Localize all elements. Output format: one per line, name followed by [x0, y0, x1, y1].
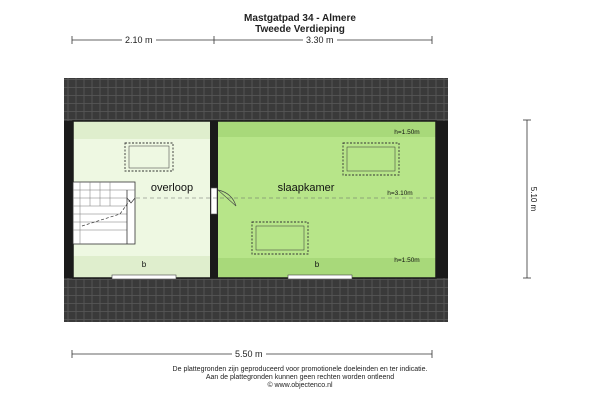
roof-bottom	[64, 278, 448, 322]
dimension-right-label: 5.10 m	[529, 186, 538, 212]
window-mark-right: b	[314, 260, 320, 269]
window-mark-left: b	[141, 260, 147, 269]
door-opening	[211, 188, 217, 214]
dimension-top-left: 2.10 m	[122, 35, 156, 45]
disclaimer-line-2: Aan de plattegronden kunnen geen rechten worden ontleend	[205, 374, 395, 381]
height-label-bottom: h=1.50m	[394, 257, 420, 264]
floor-title: Tweede Verdieping	[255, 24, 345, 35]
height-label-top: h=1.50m	[394, 129, 420, 136]
wall-left	[64, 121, 73, 278]
landing-low-top	[73, 121, 210, 139]
wall-right	[436, 121, 448, 278]
room-label-landing: overloop	[150, 182, 194, 194]
address-title: Mastgatpad 34 - Almere	[244, 13, 356, 24]
copyright-link[interactable]: © www.objectenco.nl	[267, 382, 333, 389]
dimension-bottom: 5.50 m	[232, 349, 266, 359]
staircase	[73, 182, 135, 244]
window-right	[288, 275, 352, 279]
disclaimer-line-1: De plattegronden zijn geproduceerd voor promotionele doeleinden en ter indicatie.	[172, 366, 428, 373]
bedroom-area	[218, 121, 436, 278]
height-label-mid: h=3.10m	[387, 190, 413, 197]
roof-top	[64, 78, 448, 121]
room-label-bedroom: slaapkamer	[277, 182, 335, 194]
dimension-top-right: 3.30 m	[303, 35, 337, 45]
window-left	[112, 275, 176, 279]
